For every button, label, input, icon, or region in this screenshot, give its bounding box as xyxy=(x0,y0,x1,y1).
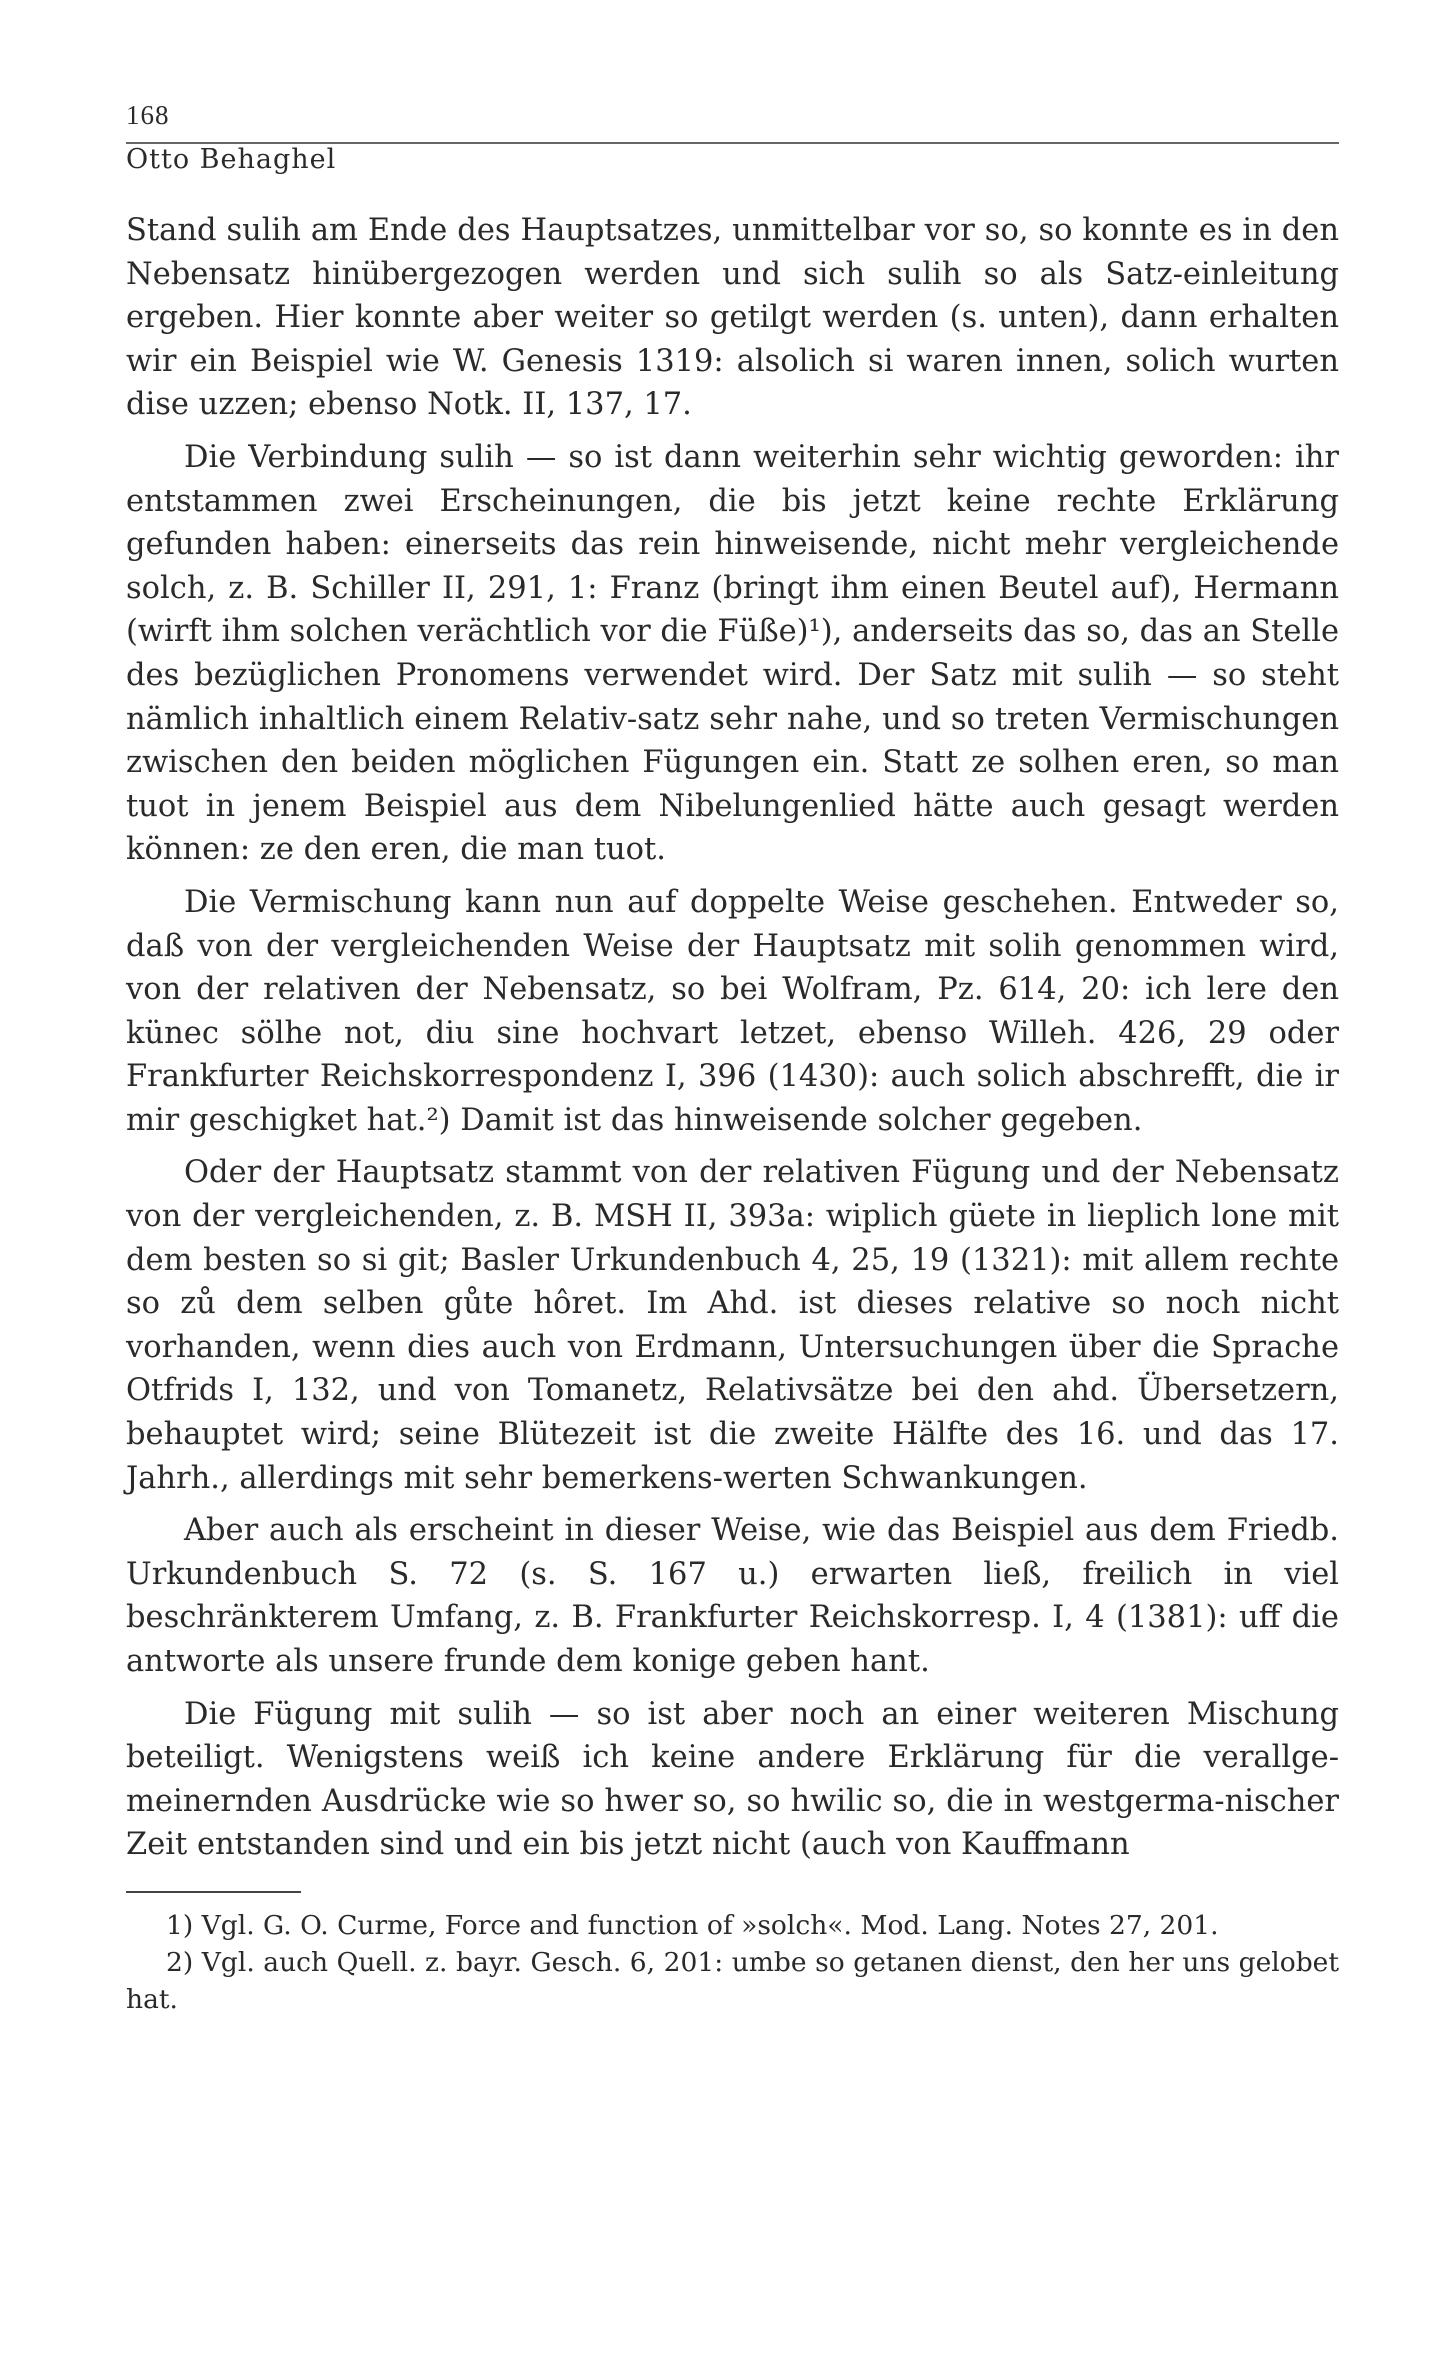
footnote-divider xyxy=(126,1891,301,1893)
paragraph: Die Verbindung sulih — so ist dann weiterhin sehr wichtig geworden: ihr entstammen zwei Erscheinungen, die bis jetzt keine rechte Erklärung gefunden haben: einerseits das rein hinweisende, nicht mehr vergleichende solch, z. B. Schiller II, 291, 1: Franz (bringt ihm einen Beutel auf), Hermann (wirft ihm solchen verächtlich vor die Füße)¹), anderseits das so, das an Stelle des bezüglichen Pronomens verwendet wird. Der Satz mit sulih — so steht nämlich inhaltlich einem Relativ-satz sehr nahe, und so treten Vermischungen zwischen den beiden möglichen Fügungen ein. Statt ze solhen eren, so man tuot in jenem Beispiel aus dem Nibelungenlied hätte auch gesagt werden können: ze den eren, die man tuot. xyxy=(126,439,1339,868)
footnote: 1) Vgl. G. O. Curme, Force and function of »solch«. Mod. Lang. Notes 27, 201. xyxy=(166,1909,1219,1941)
page-number: 168 xyxy=(126,100,170,130)
footnotes xyxy=(126,1907,1339,2018)
paragraph: Aber auch als erscheint in dieser Weise, wie das Beispiel aus dem Friedb. Urkundenbuch S. 72 (s. S. 167 u.) erwarten ließ, freilich in viel beschränkterem Umfang, z. B. Frankfurter Reichskorresp. I, 4 (1381): uff die antworte als unsere frunde dem konige geben hant. xyxy=(126,1513,1339,1679)
paragraph: Stand sulih am Ende des Hauptsatzes, unmittelbar vor so, so konnte es in den Nebensatz hinübergezogen werden und sich sulih so als Satz-einleitung ergeben. Hier konnte aber weiter so getilgt werden (s. unten), dann erhalten wir ein Beispiel wie W. Genesis 1319: alsolich si waren innen, solich wurten dise uzzen; ebenso Notk. II, 137, 17. xyxy=(126,213,1339,423)
footnote: 2) Vgl. auch Quell. z. bayr. Gesch. 6, 201: umbe so getanen dienst, den her uns gelobet hat. xyxy=(126,1946,1339,2015)
running-head-author: Otto Behaghel xyxy=(126,144,337,175)
paragraph: Die Vermischung kann nun auf doppelte Weise geschehen. Entweder so, daß von der vergleichenden Weise der Hauptsatz mit solih genommen wird, von der relativen der Nebensatz, so bei Wolfram, Pz. 614, 20: ich lere den künec sölhe not, diu sine hochvart letzet, ebenso Willeh. 426, 29 oder Frankfurter Reichskorrespondenz I, 396 (1430): auch solich abschrefft, die ir mir geschigket hat.²) Damit ist das hinweisende solcher gegeben. xyxy=(126,884,1339,1138)
paragraph: Oder der Hauptsatz stammt von der relativen Fügung und der Nebensatz von der vergleichenden, z. B. MSH II, 393a: wiplich güete in lieplich lone mit dem besten so si git; Basler Urkundenbuch 4, 25, 19 (1321): mit allem rechte so zů dem selben gůte hôret. Im Ahd. ist dieses relative so noch nicht vorhanden, wenn dies auch von Erdmann, Untersuchungen über die Sprache Otfrids I, 132, und von Tomanetz, Relativsätze bei den ahd. Übersetzern, behauptet wird; seine Blütezeit ist die zweite Hälfte des 16. und das 17. Jahrh., allerdings mit sehr bemerkens-werten Schwankungen. xyxy=(126,1155,1339,1496)
main-text xyxy=(126,209,1339,1867)
running-header xyxy=(126,100,1339,175)
paragraph: Die Fügung mit sulih — so ist aber noch an einer weiteren Mischung beteiligt. Wenigstens weiß ich keine andere Erklärung für die verallge-meinernden Ausdrücke wie so hwer so, so hwilic so, die in westgerma-nischer Zeit entstanden sind und ein bis jetzt nicht (auch von Kauffmann xyxy=(126,1696,1339,1863)
